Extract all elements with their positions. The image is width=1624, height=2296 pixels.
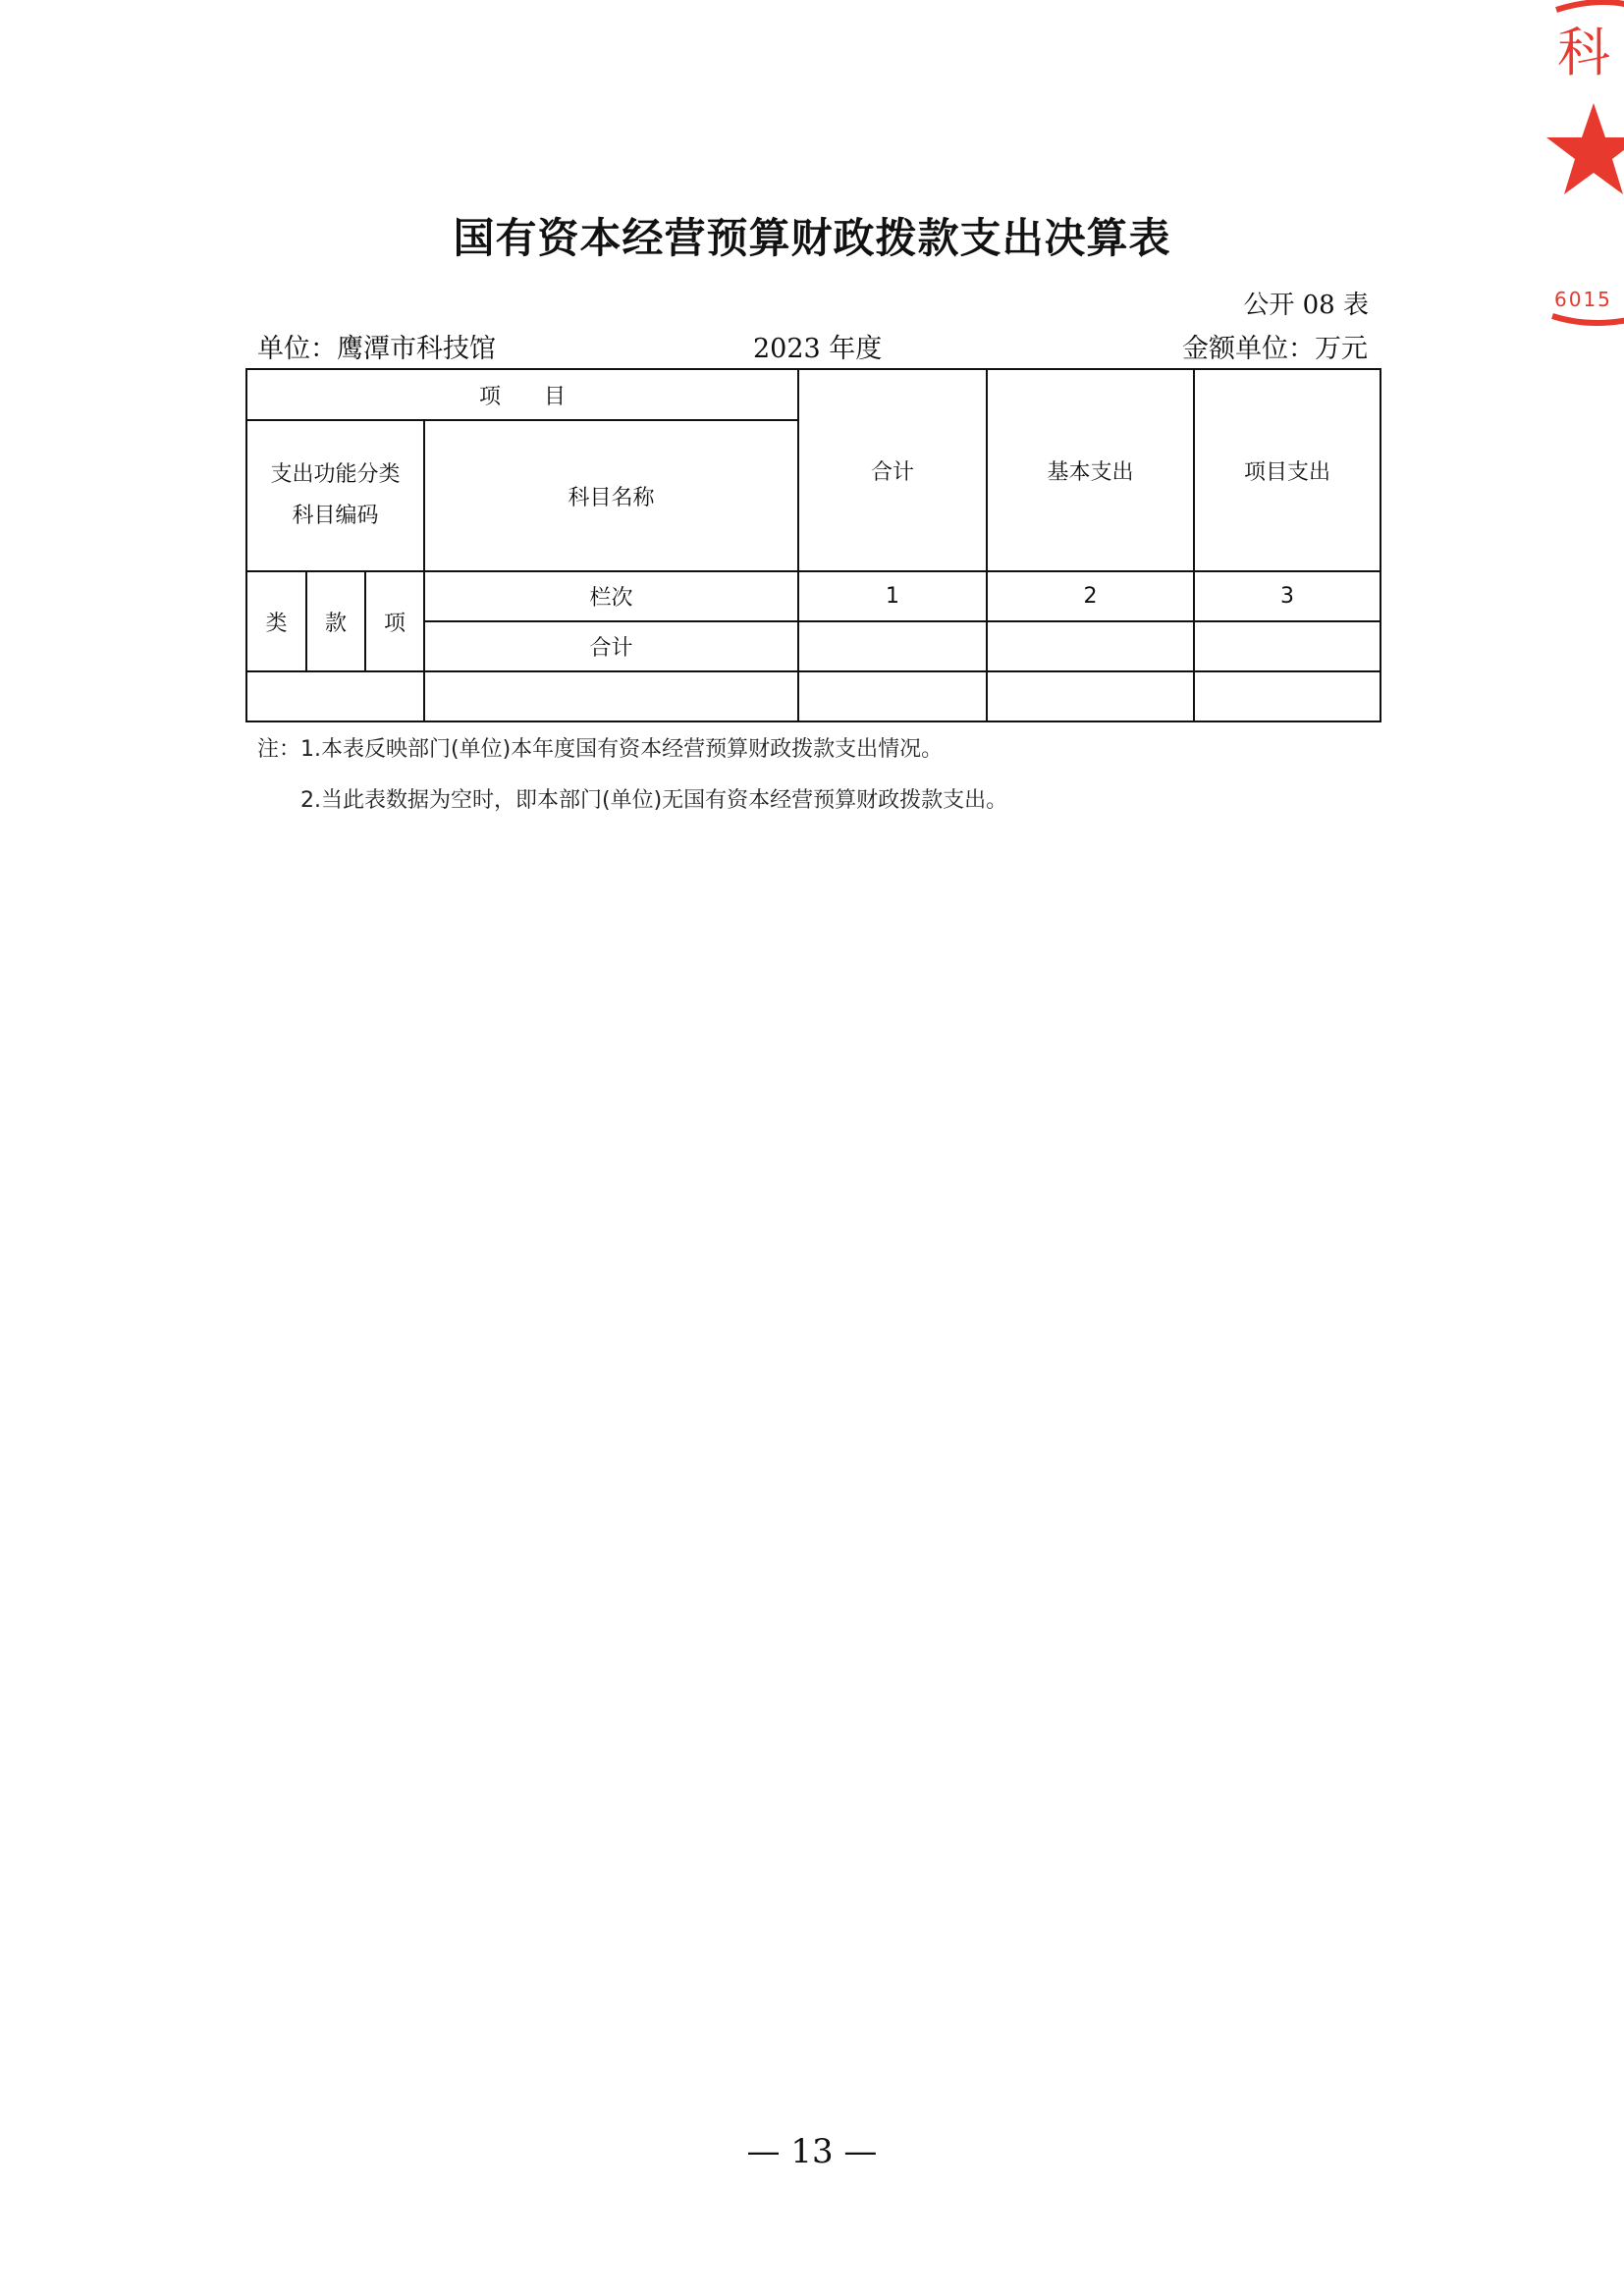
unit-label: 单位：鹰潭市科技馆 [257, 334, 496, 364]
notes [257, 731, 1007, 833]
data-row-total [798, 671, 987, 721]
note-2: 2.当此表数据为空时，即本部门(单位)无国有资本经营预算财政拨款支出。 [300, 788, 1008, 813]
header-basic-expenditure: 基本支出 [987, 369, 1194, 571]
data-row-project [1194, 671, 1380, 721]
document-title: 国有资本经营预算财政拨款支出决算表 [453, 214, 1171, 262]
expenditure-table [245, 368, 1381, 722]
column-number-1: 1 [798, 571, 987, 621]
header-item: 项 目 [246, 369, 798, 420]
total-value-project [1194, 621, 1380, 671]
seal-star [1546, 103, 1624, 194]
row-column-number: 栏次 [424, 571, 798, 621]
header-function-code [246, 420, 424, 571]
form-number: 公开 08 表 [1243, 291, 1369, 320]
seal-ring-top [1556, 2, 1624, 10]
col-xiang: 项 [365, 571, 424, 671]
data-row-name [424, 671, 798, 721]
col-kuan: 款 [306, 571, 365, 671]
header-total: 合计 [798, 369, 987, 571]
seal-character: 科 [1557, 22, 1610, 83]
year-label: 2023 年度 [753, 334, 883, 364]
row-total-label: 合计 [424, 621, 798, 671]
total-value-sum [798, 621, 987, 671]
data-row-basic [987, 671, 1194, 721]
money-unit-label: 金额单位：万元 [1182, 334, 1368, 364]
page-number: — 13 — [746, 2132, 878, 2171]
data-row-code [246, 671, 424, 721]
header-project-expenditure: 项目支出 [1194, 369, 1380, 571]
header-code-line2: 科目编码 [292, 504, 379, 528]
col-lei: 类 [246, 571, 306, 671]
note-1: 注：1.本表反映部门(单位)本年度国有资本经营预算财政拨款支出情况。 [257, 737, 944, 762]
meta-row [257, 327, 1368, 362]
header-subject-name: 科目名称 [424, 420, 798, 571]
column-number-2: 2 [987, 571, 1194, 621]
seal-serial: 6015 [1554, 288, 1612, 311]
column-number-3: 3 [1194, 571, 1380, 621]
seal-ring-bottom [1552, 316, 1624, 323]
header-code-line1: 支出功能分类 [270, 462, 401, 487]
official-seal [1546, 0, 1624, 334]
total-value-basic [987, 621, 1194, 671]
